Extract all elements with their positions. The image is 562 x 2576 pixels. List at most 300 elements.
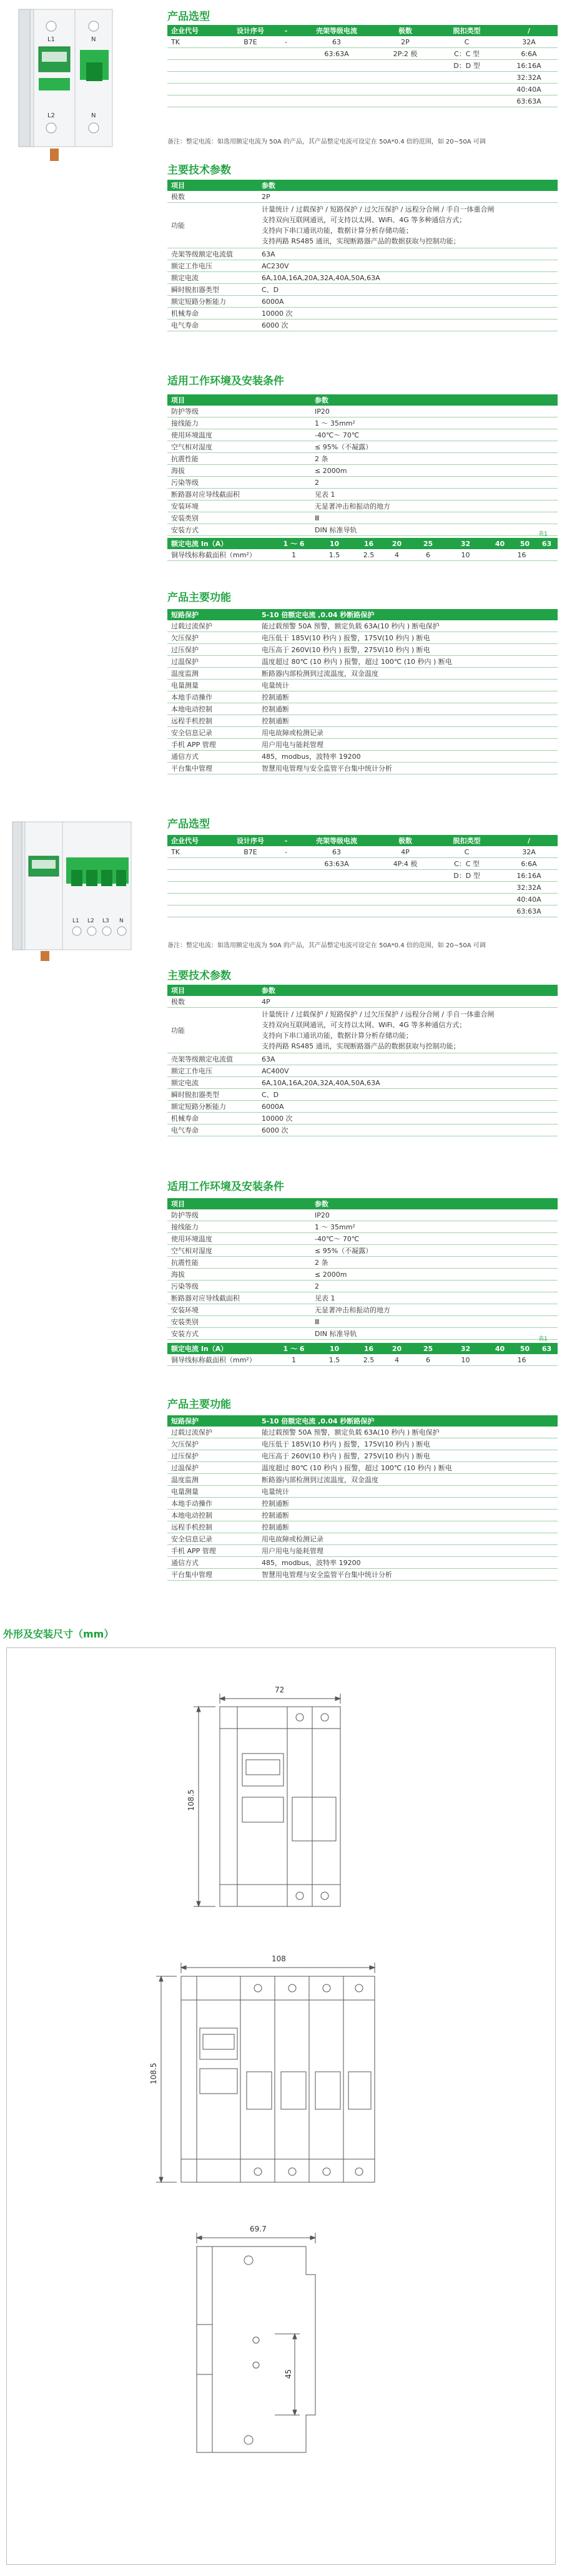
table-row: [167, 1557, 558, 1569]
table-cell: IP20: [311, 1209, 558, 1221]
table-cell: 智慧用电管理与安全监管平台集中统计分析: [258, 763, 558, 774]
table-cell: 安装环境: [167, 1304, 311, 1316]
table-cell: 接线能力: [167, 1221, 311, 1233]
table-cell: 32: [445, 538, 486, 549]
table-cell: Ⅲ: [311, 1316, 558, 1328]
table-cell: 污染等级: [167, 477, 311, 489]
table-cell: 使用环境温度: [167, 429, 311, 441]
table-header-row: [167, 394, 558, 406]
table-cell: 机械寿命: [167, 308, 258, 320]
wire-body: [167, 1343, 558, 1366]
table-row: [167, 644, 558, 656]
table-cell: ≤ 2000m: [311, 1269, 558, 1281]
table-cell: 极数: [377, 835, 433, 846]
table-row: [167, 284, 558, 296]
table-row: [167, 1209, 558, 1221]
table-row: [167, 691, 558, 703]
table-cell: 电压高于 260V(10 秒内 ) 报警，275V(10 秒内 ) 断电: [258, 1450, 558, 1462]
table-cell: [167, 60, 225, 72]
table-cell: 25: [411, 1343, 445, 1354]
table-row: [167, 272, 558, 284]
table-row: [167, 620, 558, 632]
table-row: [167, 95, 558, 107]
table-cell: [377, 894, 433, 905]
table-cell: /: [500, 25, 558, 36]
table-cell: TK: [167, 36, 225, 48]
table-header-row: [167, 538, 558, 549]
table-cell: [433, 84, 500, 95]
table-cell: 安全信息记录: [167, 1533, 258, 1545]
table-cell: 防护等级: [167, 406, 311, 417]
table-cell: B7E: [225, 846, 276, 858]
table-cell: 设计序号: [225, 835, 276, 846]
table-cell: 空气相对湿度: [167, 441, 311, 453]
table-cell: 40:40A: [500, 894, 558, 905]
table-row: [167, 500, 558, 512]
table-row: [167, 751, 558, 763]
table-row: [167, 1545, 558, 1557]
table-cell: 过温保护: [167, 1462, 258, 1474]
table-cell: 电压低于 185V(10 秒内 ) 报警，175V(10 秒内 ) 断电: [258, 632, 558, 644]
table-row: [167, 60, 558, 72]
table-row: [167, 1498, 558, 1510]
table-header-row: [167, 835, 558, 846]
table-cell: C、D: [258, 284, 558, 296]
table-cell: 额定电流 In（A）: [167, 538, 274, 549]
table-cell: 项目: [167, 180, 258, 191]
table-cell: 参数: [311, 1198, 558, 1209]
table-cell: 16: [486, 1354, 558, 1366]
table-cell: 32:32A: [500, 882, 558, 894]
table-cell: 2: [311, 1281, 558, 1292]
table-cell: 2: [311, 477, 558, 489]
table-cell: 额定电流 In（A）: [167, 1343, 274, 1354]
table-row: [167, 84, 558, 95]
table-cell: [296, 882, 377, 894]
table-cell: 2 条: [311, 453, 558, 465]
table-cell: [276, 84, 296, 95]
selection-body: [167, 835, 558, 917]
table-cell: 安装类别: [167, 1316, 311, 1328]
table-cell: D：D 型: [433, 870, 500, 882]
table-cell: 额定短路分断能力: [167, 1101, 258, 1113]
table-cell: 极数: [167, 191, 258, 203]
table-cell: 安装方式: [167, 524, 311, 536]
table-cell: [377, 905, 433, 917]
functions-body: [167, 1415, 558, 1581]
table-cell: 短路保护: [167, 1415, 258, 1427]
table-cell: 额定工作电压: [167, 260, 258, 272]
table-cell: 额定电流: [167, 1077, 258, 1089]
table-cell: 40: [486, 538, 514, 549]
table-cell: 32: [445, 1343, 486, 1354]
table-cell: 1 ～ 35mm²: [311, 1221, 558, 1233]
table-cell: 脱扣类型: [433, 835, 500, 846]
table-header-row: [167, 180, 558, 191]
table-row: [167, 260, 558, 272]
functions-body: [167, 609, 558, 774]
table-row: [167, 549, 558, 561]
table-cell: 6000 次: [258, 320, 558, 331]
table-row: [167, 703, 558, 715]
table-row: [167, 1569, 558, 1581]
env-body: [167, 394, 558, 536]
table-cell: [433, 882, 500, 894]
table-cell: 1 ～ 35mm²: [311, 417, 558, 429]
table-cell: -: [276, 25, 296, 36]
wire-body: [167, 538, 558, 561]
selection-table: [167, 25, 558, 107]
tech-body: [167, 180, 558, 331]
table-cell: [276, 48, 296, 60]
table-row: [167, 715, 558, 727]
table-cell: 5-10 倍额定电流 ,0.04 秒断路保护: [258, 609, 558, 620]
dim-width-4p: 108: [272, 1954, 286, 1963]
dimension-drawings: [6, 1647, 556, 2565]
table-cell: 控制通断: [258, 1521, 558, 1533]
table-cell: 4: [383, 549, 411, 561]
table-cell: 电量测量: [167, 1486, 258, 1498]
table-row: [167, 406, 558, 417]
table-cell: 1 ～ 6: [274, 538, 314, 549]
env-table: [167, 394, 558, 536]
terminal-label: L1: [72, 918, 79, 924]
table-cell: 抗震性能: [167, 453, 311, 465]
table-row: [167, 763, 558, 774]
table-cell: 参数: [258, 180, 558, 191]
table-row: [167, 320, 558, 331]
table-cell: 6A,10A,16A,20A,32A,40A,50A,63A: [258, 1077, 558, 1089]
table-cell: [167, 905, 225, 917]
table-row: [167, 996, 558, 1008]
table-row: [167, 429, 558, 441]
table-cell: 极数: [377, 25, 433, 36]
table-cell: 6000A: [258, 1101, 558, 1113]
table-cell: 项目: [167, 394, 311, 406]
table-row: [167, 1125, 558, 1136]
table-cell: 50: [514, 1343, 536, 1354]
terminal-label: L2: [87, 918, 94, 924]
table-row: [167, 441, 558, 453]
table-header-row: [167, 1198, 558, 1209]
table-cell: [276, 72, 296, 84]
dim-width-side: 69.7: [250, 2225, 267, 2233]
table-cell: 40: [486, 1343, 514, 1354]
table-row: [167, 1008, 558, 1053]
table-row: [167, 882, 558, 894]
table-cell: 短路保护: [167, 609, 258, 620]
functions-table: [167, 609, 558, 774]
functions-table: [167, 1415, 558, 1581]
table-cell: 6:6A: [500, 858, 558, 870]
table-row: [167, 1304, 558, 1316]
table-cell: 2P:2 极: [377, 48, 433, 60]
table-row: [167, 680, 558, 691]
table-cell: 脱扣类型: [433, 25, 500, 36]
table-cell: 能过载预警 50A 预警，额定负载 63A(10 秒内 ) 断电保护: [258, 1427, 558, 1438]
table-row: [167, 668, 558, 680]
table-cell: 电量测量: [167, 680, 258, 691]
table-cell: 手机 APP 管理: [167, 1545, 258, 1557]
table-row: [167, 1521, 558, 1533]
table-cell: 2P: [258, 191, 558, 203]
table-cell: [276, 894, 296, 905]
table-cell: 过载过流保护: [167, 620, 258, 632]
table-cell: 10: [314, 1343, 355, 1354]
table-cell: 平台集中管理: [167, 763, 258, 774]
table-cell: 10: [445, 549, 486, 561]
table-cell: C：C 型: [433, 48, 500, 60]
table-cell: 壳架等级电流: [296, 25, 377, 36]
table-cell: 通信方式: [167, 1557, 258, 1569]
table-row: [167, 1462, 558, 1474]
table-row: [167, 489, 558, 500]
table-cell: 16: [355, 1343, 383, 1354]
table-cell: 5-10 倍额定电流 ,0.04 秒断路保护: [258, 1415, 558, 1427]
table-cell: 参数: [311, 394, 558, 406]
table-cell: 50: [514, 538, 536, 549]
table-cell: /: [500, 835, 558, 846]
table-row: [167, 1533, 558, 1545]
terminal-label: N: [91, 36, 96, 43]
table-cell: 32:32A: [500, 72, 558, 84]
table-cell: [433, 72, 500, 84]
table-cell: [167, 858, 225, 870]
table-cell: [377, 72, 433, 84]
table-cell: 见表 1: [311, 1292, 558, 1304]
table-cell: 功能: [167, 1008, 258, 1053]
table-row: [167, 1077, 558, 1089]
table-row: [167, 453, 558, 465]
table-cell: [225, 905, 276, 917]
table-cell: 电量统计: [258, 680, 558, 691]
table-cell: -: [276, 36, 296, 48]
table-cell: DIN 标准导轨: [311, 1328, 558, 1340]
table-cell: 1.5: [314, 549, 355, 561]
table-cell: 2.5: [355, 1354, 383, 1366]
table-cell: 壳架等级额定电流值: [167, 1053, 258, 1065]
table-cell: 海拔: [167, 1269, 311, 1281]
table-cell: B7E: [225, 36, 276, 48]
table-row: [167, 632, 558, 644]
table-cell: [276, 905, 296, 917]
table-cell: 1: [274, 549, 314, 561]
table-cell: [225, 894, 276, 905]
wire-table: [167, 538, 558, 561]
table-cell: 32A: [500, 36, 558, 48]
tech-heading: 主要技术参数: [167, 970, 231, 982]
table-row: [167, 905, 558, 917]
table-cell: 电气寿命: [167, 320, 258, 331]
table-cell: 额定短路分断能力: [167, 296, 258, 308]
table-cell: 6000 次: [258, 1125, 558, 1136]
table-cell: 控制通断: [258, 715, 558, 727]
dimensions-heading: 外形及安装尺寸（mm）: [3, 1628, 114, 1640]
table-cell: 过压保护: [167, 1450, 258, 1462]
table-cell: 防护等级: [167, 1209, 311, 1221]
selection-table: [167, 835, 558, 917]
table-cell: C、D: [258, 1089, 558, 1101]
table-header-row: [167, 25, 558, 36]
table-cell: 瞬时脱扣器类型: [167, 1089, 258, 1101]
table-cell: 2 条: [311, 1257, 558, 1269]
table-row: [167, 1354, 558, 1366]
table-cell: 壳架等级电流: [296, 835, 377, 846]
table-cell: 1.5: [314, 1354, 355, 1366]
env-table: [167, 1198, 558, 1340]
table-row: [167, 465, 558, 477]
table-cell: 63: [536, 538, 558, 549]
table-cell: [167, 84, 225, 95]
table-row: [167, 656, 558, 668]
table-row: [167, 1089, 558, 1101]
table-cell: [225, 870, 276, 882]
table-cell: -40℃～ 70℃: [311, 1233, 558, 1245]
table-cell: 断路器内部检测到过流温度，双金温度: [258, 1474, 558, 1486]
table-cell: 电压高于 260V(10 秒内 ) 报警，275V(10 秒内 ) 断电: [258, 644, 558, 656]
table-cell: 用户用电与能耗管理: [258, 739, 558, 751]
table-cell: 计量统计 / 过载保护 / 短路保护 / 过欠压保护 / 远程分合闸 / 手自一体重合闸 支持双向互联网通讯，可支持以太网、WiFi、4G 等多种通信方式； 支持向下串口通讯功能，数据计算分析存储功能； 支持两路 RS485 通讯，实现断路器产品的数据获取与控制功能；: [258, 1008, 558, 1053]
table-header-row: [167, 1415, 558, 1427]
table-cell: [276, 95, 296, 107]
terminal-label: L1: [47, 36, 55, 43]
table-cell: 485，modbus，波特率 19200: [258, 751, 558, 763]
table-cell: [276, 870, 296, 882]
table-cell: 485，modbus，波特率 19200: [258, 1557, 558, 1569]
table-cell: 20: [383, 1343, 411, 1354]
table-cell: 断路器对应导线截面积: [167, 1292, 311, 1304]
table-row: [167, 1221, 558, 1233]
table-cell: 6: [411, 1354, 445, 1366]
table-cell: 抗震性能: [167, 1257, 311, 1269]
wire-table: [167, 1343, 558, 1366]
table-row: [167, 1113, 558, 1125]
table-row: [167, 894, 558, 905]
table-cell: [167, 95, 225, 107]
table-header-row: [167, 985, 558, 996]
table-cell: [167, 72, 225, 84]
table-cell: 计量统计 / 过载保护 / 短路保护 / 过欠压保护 / 远程分合闸 / 手自一体重合闸 支持双向互联网通讯，可支持以太网、WiFi、4G 等多种通信方式； 支持向下串口通讯功能，数据计算分析存储功能； 支持两路 RS485 通讯，实现断路器产品的数据获取与控制功能；: [258, 203, 558, 248]
table-cell: 63:63A: [296, 48, 377, 60]
table-row: [167, 477, 558, 489]
table-cell: 铜导线标称截面积（mm²）: [167, 549, 274, 561]
table-cell: 无显著冲击和振动的地方: [311, 1304, 558, 1316]
table-cell: 项目: [167, 985, 258, 996]
table-cell: 温度超过 80℃ (10 秒内 ) 报警，超过 100℃ (10 秒内 ) 断电: [258, 1462, 558, 1474]
table-cell: [276, 60, 296, 72]
table-cell: 温度监测: [167, 668, 258, 680]
table-cell: 企业代号: [167, 835, 225, 846]
table-cell: [296, 905, 377, 917]
dim-width-2p: 72: [275, 1686, 285, 1694]
table-cell: AC230V: [258, 260, 558, 272]
table-cell: 63A: [258, 248, 558, 260]
table-row: [167, 1101, 558, 1113]
table-cell: [377, 60, 433, 72]
table-cell: 32A: [500, 846, 558, 858]
table-row: [167, 1281, 558, 1292]
table-cell: 63: [296, 36, 377, 48]
table-cell: 瞬时脱扣器类型: [167, 284, 258, 296]
terminal-label: L2: [47, 112, 55, 119]
table-cell: 远程手机控制: [167, 715, 258, 727]
tech-body: [167, 985, 558, 1136]
table-cell: -: [276, 846, 296, 858]
table-cell: 参数: [258, 985, 558, 996]
table-cell: 安装方式: [167, 1328, 311, 1340]
table-row: [167, 727, 558, 739]
table-cell: 16: [486, 549, 558, 561]
table-cell: 控制通断: [258, 1510, 558, 1521]
selection-note: 备注：整定电流：如选用额定电流为 50A 的产品，其产品整定电流可设定在 50A*0.4 倍的范围，如 20~50A 可调: [167, 139, 486, 145]
table-cell: [377, 870, 433, 882]
table-cell: 10000 次: [258, 308, 558, 320]
table-cell: 6:6A: [500, 48, 558, 60]
table-cell: 控制通断: [258, 1498, 558, 1510]
table-cell: 16: [355, 538, 383, 549]
table-cell: 63: [536, 1343, 558, 1354]
table-row: [167, 308, 558, 320]
table-cell: 10: [445, 1354, 486, 1366]
breaker-4p-image: [6, 812, 162, 962]
table-cell: -: [276, 835, 296, 846]
env-heading: 适用工作环境及安装条件: [167, 375, 284, 388]
table-cell: 海拔: [167, 465, 311, 477]
table-cell: 安全信息记录: [167, 727, 258, 739]
tech-heading: 主要技术参数: [167, 164, 231, 177]
table-cell: [225, 48, 276, 60]
env-heading: 适用工作环境及安装条件: [167, 1181, 284, 1193]
table-cell: 过温保护: [167, 656, 258, 668]
table-cell: 壳架等级额定电流值: [167, 248, 258, 260]
table-cell: [296, 60, 377, 72]
dim-height-4p: 108.5: [149, 2062, 158, 2084]
selection-heading: 产品选型: [167, 11, 210, 23]
table-row: [167, 870, 558, 882]
table-row: [167, 1257, 558, 1269]
table-cell: [296, 870, 377, 882]
table-cell: 铜导线标称截面积（mm²）: [167, 1354, 274, 1366]
table-cell: 16:16A: [500, 60, 558, 72]
breaker-2p-image: [6, 6, 162, 172]
table-row: [167, 417, 558, 429]
terminal-label: N: [119, 918, 124, 924]
table-header-row: [167, 609, 558, 620]
table-cell: 2P: [377, 36, 433, 48]
table-cell: 安装类别: [167, 512, 311, 524]
table-row: [167, 1474, 558, 1486]
table-row: [167, 1450, 558, 1462]
table-cell: ≤ 2000m: [311, 465, 558, 477]
table-cell: 1: [274, 1354, 314, 1366]
table-cell: [296, 72, 377, 84]
table-cell: 接线能力: [167, 417, 311, 429]
table-cell: C: [433, 846, 500, 858]
dim-height-2p: 108.5: [187, 1789, 195, 1811]
table-cell: 温度监测: [167, 1474, 258, 1486]
table-cell: 4P: [377, 846, 433, 858]
table-row: [167, 1328, 558, 1340]
table-row: [167, 739, 558, 751]
table-cell: 过载过流保护: [167, 1427, 258, 1438]
table-row: [167, 203, 558, 248]
selection-note: 备注：整定电流：如选用额定电流为 50A 的产品，其产品整定电流可设定在 50A*0.4 倍的范围，如 20~50A 可调: [167, 942, 486, 949]
table-row: [167, 1245, 558, 1257]
selection-body: [167, 25, 558, 107]
table-cell: [225, 72, 276, 84]
table-cell: C：C 型: [433, 858, 500, 870]
table-cell: 用电故障或检测记录: [258, 727, 558, 739]
